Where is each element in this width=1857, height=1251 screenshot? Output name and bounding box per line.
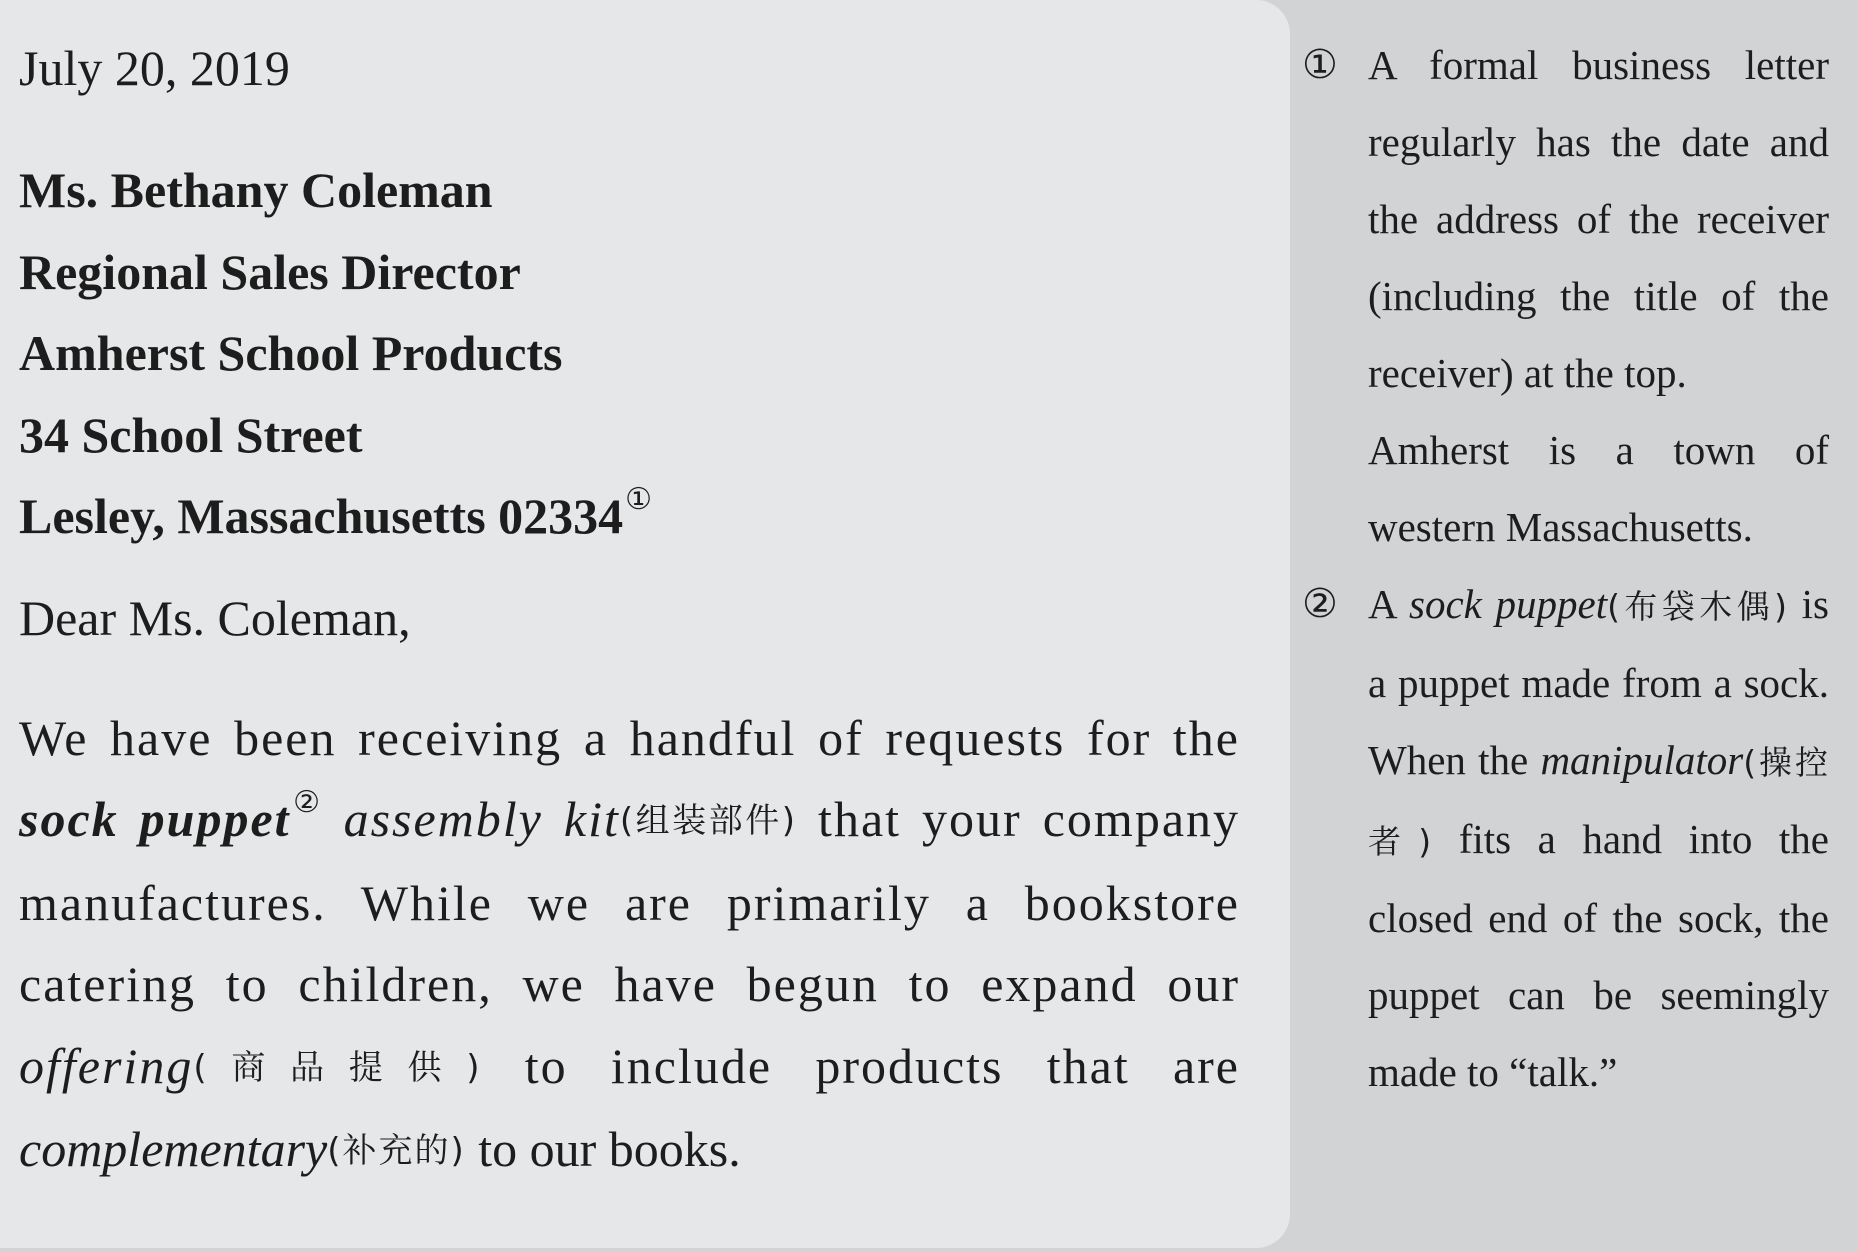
- address-city-text: Lesley, Massachusetts 02334: [19, 488, 624, 544]
- gloss-complementary: (补充的): [327, 1131, 466, 1171]
- recipient-address: [19, 150, 1240, 558]
- body-part-2: that your company manufactures. While we are primarily a bookstore catering to children, we have begun to expand our: [19, 791, 1241, 1012]
- term-offering: offering: [19, 1037, 194, 1094]
- note-reference-1: ①: [625, 483, 653, 516]
- note-2-gloss-sock-puppet: (布袋木偶): [1607, 587, 1788, 626]
- body-part-3: to include products that are: [481, 1037, 1240, 1094]
- note-1: [1302, 27, 1829, 566]
- note-2-text: [1368, 566, 1829, 1111]
- term-complementary: complementary: [19, 1121, 328, 1177]
- address-line-title: Regional Sales Director: [19, 243, 521, 300]
- note-2-prefix: A: [1368, 581, 1410, 627]
- notes-panel: [1290, 0, 1857, 1251]
- note-1-extra: Amherst is a town of western Massachusetts.: [1368, 427, 1829, 550]
- term-sock-puppet: sock puppet: [19, 791, 291, 847]
- note-2-mid-1: is a puppet made from a sock. When the: [1368, 581, 1829, 783]
- note-2-term-sock-puppet: sock puppet: [1409, 581, 1608, 627]
- letter-body: [19, 698, 1240, 1193]
- gloss-offering: (商品提供): [193, 1047, 482, 1088]
- term-assembly-kit: assembly kit: [343, 791, 620, 847]
- body-part-4: to our books.: [465, 1121, 741, 1177]
- salutation: Dear Ms. Coleman,: [19, 589, 411, 646]
- note-reference-2: ②: [292, 786, 323, 819]
- note-1-number: ①: [1302, 42, 1338, 88]
- body-part-1: We have been receiving a handful of requests for the: [19, 709, 1240, 766]
- letter-date: July 20, 2019: [19, 40, 290, 96]
- address-line-name: Ms. Bethany Coleman: [19, 162, 493, 218]
- note-2-term-manipulator: manipulator: [1540, 737, 1744, 783]
- gloss-assembly-kit: (组装部件): [619, 801, 798, 841]
- address-line-company: Amherst School Products: [19, 325, 563, 381]
- note-1-text: A formal business letter regularly has the date and the address of the receiver (including the title of the receiver) at the top.: [1368, 42, 1829, 396]
- note-2-mid-2: fits a hand into the closed end of the sock, the puppet can be seemingly made to “talk.”: [1368, 816, 1829, 1095]
- note-2-gloss-manipulator: (操控者): [1368, 743, 1830, 861]
- address-line-street: 34 School Street: [19, 406, 363, 463]
- note-2-number: ②: [1302, 581, 1338, 627]
- address-line-city: [19, 476, 1240, 558]
- note-2: [1302, 566, 1829, 1111]
